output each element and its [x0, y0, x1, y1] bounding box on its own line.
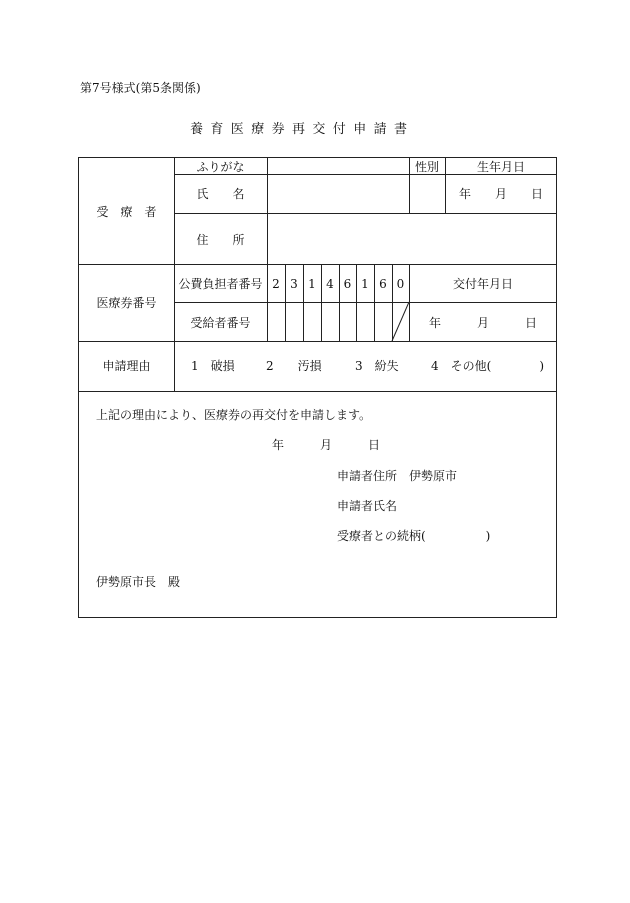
reason-option-damaged[interactable]: 1 破損: [191, 359, 235, 373]
payer-digit: 6: [379, 277, 387, 291]
statement-text: 上記の理由により、医療券の再交付を申請します。: [96, 408, 372, 422]
page-title: 養育医療券再交付申請書: [190, 122, 415, 137]
payer-digit: 0: [396, 277, 405, 291]
payer-digit: 1: [308, 277, 316, 291]
name-field[interactable]: [268, 175, 409, 213]
sex-field[interactable]: [410, 175, 445, 213]
ticket-section-label: 医療券番号: [96, 296, 157, 310]
furigana-label: ふりがな: [196, 160, 245, 174]
issue-date-label: 交付年月日: [452, 277, 513, 291]
applicant-address: 申請者住所 伊勢原市: [337, 469, 458, 483]
address-field[interactable]: [268, 214, 557, 264]
applicant-name: 申請者氏名: [337, 499, 398, 513]
form-number: 第7号様式(第5条関係): [80, 81, 201, 95]
reason-option-soiled[interactable]: 2 汚損: [266, 359, 322, 373]
birthdate-label: 生年月日: [476, 160, 525, 174]
issue-date-value: 年 月 日: [428, 316, 537, 330]
application-form: [78, 157, 557, 618]
address-label: 住 所: [196, 233, 245, 247]
recipient-number-label: 受給者番号: [190, 316, 251, 330]
reason-option-other[interactable]: 4 その他( ): [431, 359, 544, 373]
sex-label: 性別: [414, 160, 439, 174]
application-date: 年 月 日: [272, 438, 381, 452]
payer-digit: 6: [343, 277, 352, 291]
reason-label: 申請理由: [102, 359, 151, 373]
reason-option-lost[interactable]: 3 紛失: [355, 359, 399, 373]
relationship: 受療者との続柄( ): [337, 529, 491, 543]
addressee: 伊勢原市長 殿: [96, 575, 181, 589]
payer-digit: 1: [361, 277, 369, 291]
patient-section-label: 受 療 者: [96, 205, 157, 219]
birthdate-value: 年 月 日: [458, 187, 543, 201]
payer-number-label: 公費負担者番号: [178, 277, 263, 291]
payer-digit: 2: [272, 277, 280, 291]
payer-digit: 4: [326, 277, 334, 291]
furigana-field[interactable]: [268, 158, 409, 174]
payer-digit: 3: [290, 277, 298, 291]
name-label: 氏 名: [196, 187, 245, 201]
